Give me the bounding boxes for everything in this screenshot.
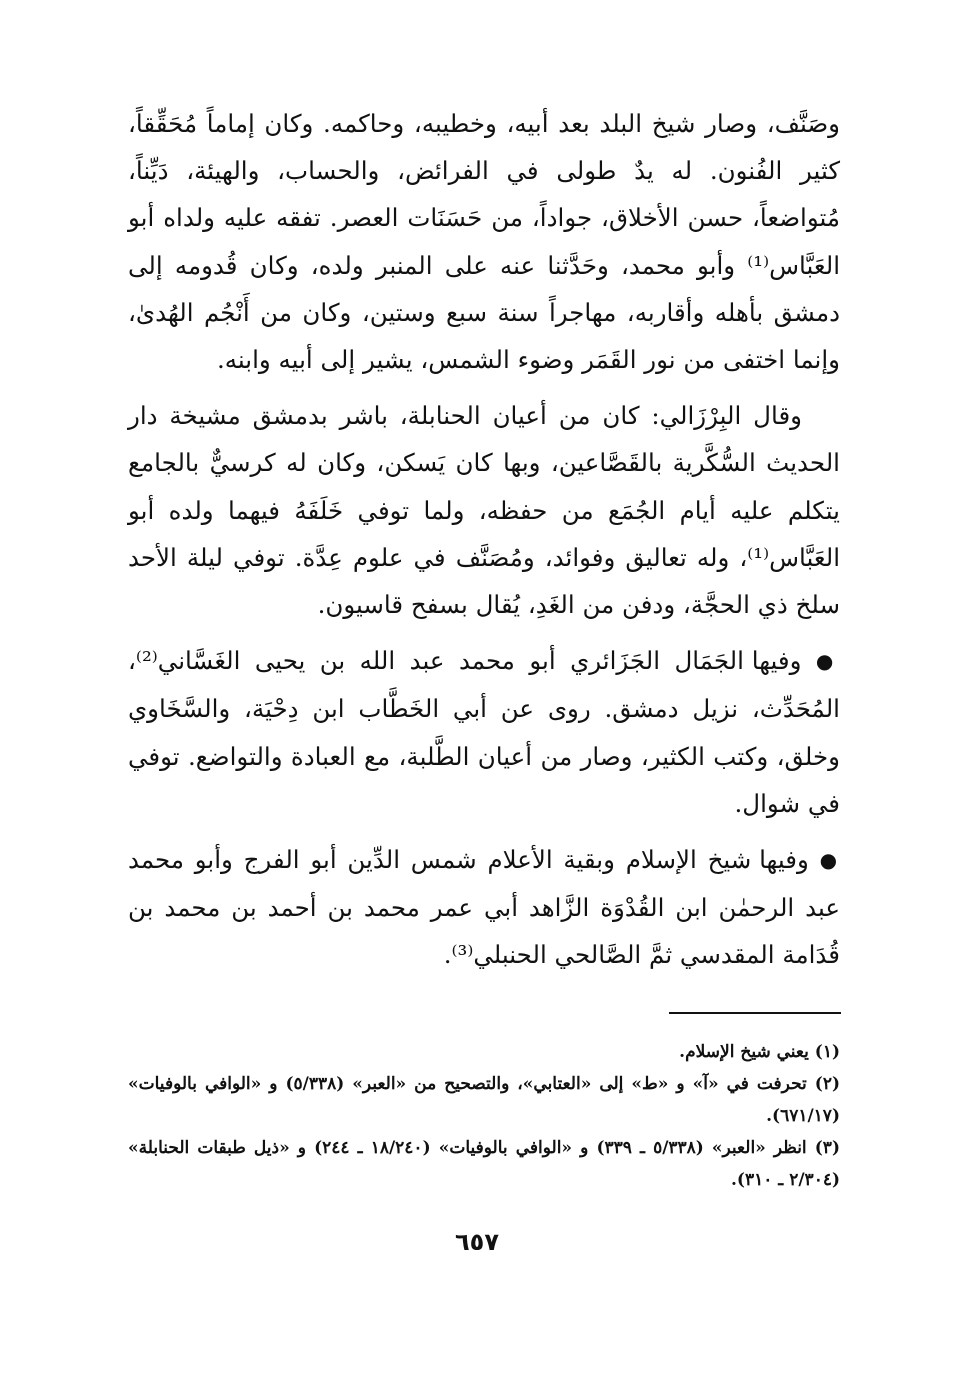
- footnote-3: (٣) انظر «العبر» (٥/٣٣٨ ـ ٣٣٩) و «الوافي بالوفيات» (١٨/٢٤٠ ـ ٢٤٤) و «ذيل طبقات الحنابلة» (٢/٣٠٤ ـ ٣١٠).: [128, 1138, 840, 1190]
- page-number: ٦٥٧: [455, 1228, 499, 1256]
- bullet-icon: ●: [819, 848, 840, 873]
- paragraph-2: وقال البِرْزَالي: كان من أعيان الحنابلة، باشر بدمشق مشيخة دار الحديث السُّكَّرية بالقَصَّاعين، وبها كان يَسكن، وكان له كرسيٌّ بالجامع يتكلم عليه أيام الجُمَع من حفظه، ولما توفي خَلَفَهُ فيهما ولده أبو العَبَّاس⁽¹⁾، وله تعاليق وفوائد، ومُصَنَّف في علوم عِدَّة. توفي ليلة الأحد سلخ ذي الحجَّة، ودفن من الغَدِ، يُقال بسفح قاسيون.: [128, 401, 840, 620]
- bullet-icon: ●: [815, 649, 840, 674]
- paragraph-3: [128, 637, 840, 827]
- footnotes: [128, 1036, 840, 1196]
- footnote-1: (١) يعني شيخ الإسلام.: [679, 1042, 840, 1062]
- paragraph-4: [128, 836, 840, 979]
- paragraph-1: وصَنَّف، وصار شيخ البلد بعد أبيه، وخطيبه، وحاكمه. وكان إماماً مُحَقِّقاً، كثير الفُنون. له يدٌ طولى في الفرائض، والحساب، والهيئة، دَيِّناً، مُتواضعاً، حسن الأخلاق، جواداً، من حَسَنَات العصر. تفقه عليه ولداه أبو العَبَّاس⁽¹⁾ وأبو محمد، وحَدَّثنا عنه على المنبر ولده، وكان قُدومه إلى دمشق بأهله وأقاربه، مهاجراً سنة سبع وستين، وكان من أَنْجُم الهُدىٰ، وإنما اختفى من نور القَمَر وضوء الشمس، يشير إلى أبيه وابنه.: [128, 109, 840, 375]
- footnote-2: (٢) تحرفت في «آ» و «ط» إلى «العتابي»، والتصحيح من «العبر» (٥/٣٣٨) و «الوافي بالوفيات» (٦٧١/١٧).: [128, 1074, 841, 1126]
- paragraph-4-text: وفيها شيخ الإسلام وبقية الأعلام شمس الدِّين أبو الفرج وأبو محمد عبد الرحمٰن ابن القُدْوَة الزَّاهد أبي عمر محمد بن أحمد بن محمد بن قُدَامة المقدسي ثمَّ الصَّالحي الحنبلي⁽³⁾.: [128, 845, 840, 970]
- main-text: [128, 100, 840, 979]
- footnote-divider: [669, 1012, 841, 1014]
- paragraph-3-text: وفيها الجَمَال الجَزَائري أبو محمد عبد الله بن يحيى الغَسَّاني⁽²⁾، المُحَدِّث، نزيل دمشق. روى عن أبي الخَطَّاب ابن دِحْيَة، والسَّخَاوي وخلق، وكتب الكثير، وصار من أعيان الطَّلبة، مع العبادة والتواضع. توفي في شوال.: [128, 646, 840, 818]
